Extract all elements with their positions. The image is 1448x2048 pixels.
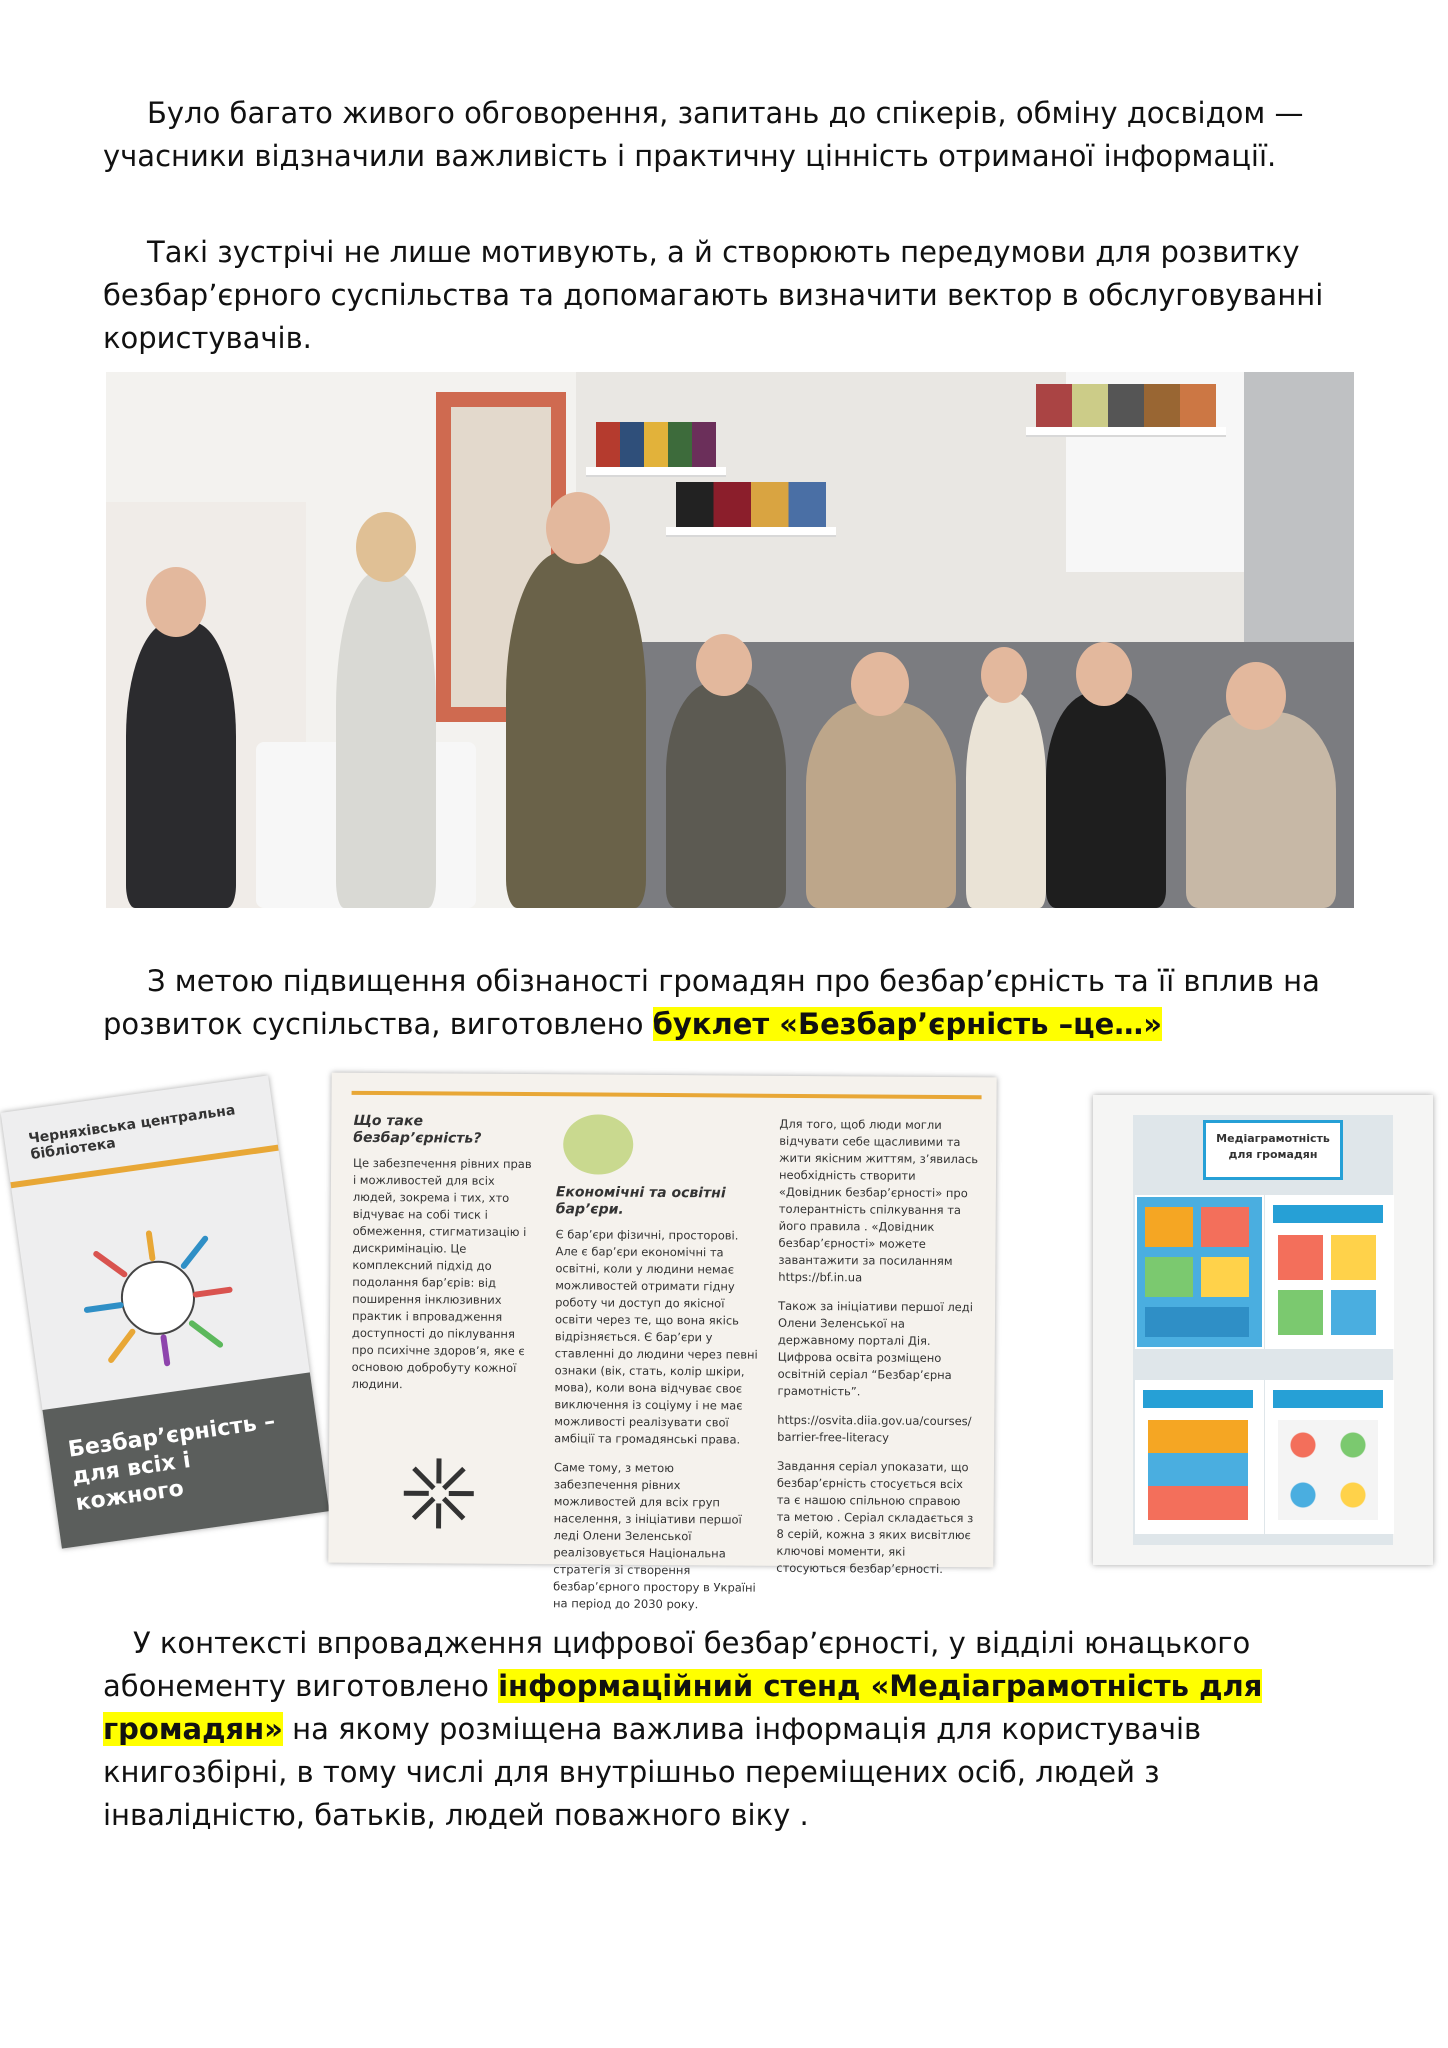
- photo-person: [1046, 692, 1166, 908]
- photo-person-head: [1076, 642, 1132, 706]
- booklet-column-1-title: Що таке безбар’єрність?: [353, 1112, 482, 1147]
- booklet-library-name: Черняхівська центральна бібліотека: [27, 1102, 237, 1164]
- booklet-illustration: [69, 1217, 247, 1378]
- photo-person: [336, 572, 436, 908]
- photo-shelf: [1026, 427, 1226, 435]
- booklet-column-2-text: Є бар’єри фізичні, просторові. Але є бар’єри економічні та освітні, коли у людини немає можливостей отримати гідну роботу чи доступ до якісної освіти через те, що вона якісь відрізняється. Є бар’єри у ставленні до людини через певні ознаки (вік, стать, колір шкіри, мова), коли вона відчуває своє виключення із соціуму і не має можливості реалізувати свої амбіції та громадянські права.: [554, 1227, 758, 1447]
- booklet-column-3-link: https://osvita.diia.gov.ua/courses/barrier-free-literacy: [777, 1412, 972, 1445]
- booklet-column-2-text-2: Саме тому, з метою забезпечення рівних можливостей для всіх груп населення, з ініціативи першої леді Олени Зеленської реалізовується Національна стратегія зі створення безбар’єрного простору в Україні на період до 2030 року.: [552, 1460, 756, 1612]
- booklet-inner-bar: [352, 1091, 982, 1099]
- booklet-inner-logo: [563, 1114, 633, 1174]
- info-stand-tile: [1278, 1290, 1323, 1335]
- info-stand-tile: [1331, 1290, 1376, 1335]
- photo-books: [676, 482, 826, 527]
- booklet-column-2-title: Економічні та освітні бар’єри.: [555, 1184, 726, 1218]
- info-stand-tile: [1331, 1235, 1376, 1280]
- info-stand-tile: [1148, 1420, 1248, 1520]
- booklet-inner-photo: [328, 1073, 996, 1612]
- booklet-logo-mark: [399, 1453, 480, 1534]
- booklet-column-3: [776, 1116, 979, 1578]
- photo-person-head: [1226, 662, 1286, 730]
- info-stand-tile: [1145, 1257, 1193, 1297]
- info-stand-tile: [1201, 1207, 1249, 1247]
- booklet-column-3-text-3: Завдання серіал упоказати, що безбар’єрність стосується всіх та є нашою спільною справою та метою . Серіал складається з 8 серій, кожна з яких висвітлює ключові моменти, які стосуються безбар’єрності.: [776, 1458, 974, 1576]
- photo-person-head: [146, 567, 206, 637]
- info-stand-tile: [1145, 1207, 1193, 1247]
- photo-person-head: [981, 647, 1027, 703]
- photo-person-head: [546, 492, 610, 564]
- booklet-column-1-text: Це забезпечення рівних прав і можливостей для всіх людей, зокрема і тих, хто відчуває на собі тиск і обмеження, стигматизацію і дискримінацію. Це комплексний підхід до подолання бар’єрів: від поширення інклюзивних практик і впровадження доступності до піклування про психічне здоров’я, яке є основою добробуту кожної людини.: [351, 1155, 532, 1392]
- paragraph-info-stand-text-2: на якому розміщена важлива інформація для користувачів книгозбірні, в тому числі для внутрішньо переміщених осіб, людей з інвалідністю, батьків, людей поважного віку .: [103, 1712, 1202, 1832]
- info-stand-tile: [1273, 1390, 1383, 1408]
- booklet-title-highlight: буклет «Безбар’єрність –це…»: [652, 1007, 1163, 1041]
- photo-person-head: [851, 652, 909, 716]
- paragraph-booklet: [103, 960, 1363, 1046]
- photo-person-head: [696, 634, 752, 696]
- paragraph-booklet-text: З метою підвищення обізнаності громадян про безбар’єрність та її вплив на розвиток суспільства, виготовлено: [103, 964, 1320, 1041]
- paragraph-info-stand-text: У контексті впровадження цифрової безбар’єрності, у відділі юнацького абонементу виготовлено: [103, 1626, 1251, 1703]
- paragraph-motivation: [103, 231, 1363, 360]
- paragraph-info-stand: [103, 1622, 1363, 1837]
- photo-person: [1186, 712, 1336, 908]
- booklet-cover-photo: [1, 1075, 330, 1548]
- booklet-slogan: Безбар’єрність – для всіх і кожного: [66, 1408, 277, 1517]
- info-stand-tile: [1145, 1307, 1249, 1337]
- booklet-column-1: [351, 1113, 538, 1394]
- photo-person: [126, 622, 236, 908]
- photo-person: [666, 682, 786, 908]
- info-stand-photo: [1093, 1095, 1433, 1565]
- photo-person: [966, 692, 1046, 908]
- photo-books: [1036, 384, 1216, 427]
- photo-person: [506, 552, 646, 908]
- info-stand-title-highlight: інформаційний стенд «Медіаграмотність для громадян»: [103, 1669, 1263, 1746]
- photo-shelf: [666, 527, 836, 535]
- info-stand-tile: [1201, 1257, 1249, 1297]
- photo-person-head: [356, 512, 416, 582]
- booklet-column-2: [553, 1184, 761, 1613]
- paragraph-discussion: [103, 92, 1363, 178]
- meeting-photo: [106, 372, 1354, 908]
- booklet-column-3-text-2: Також за ініціативи першої леді Олени Зеленської на державному порталі Дія. Цифрова освіта розміщено освітній серіал “Безбар’єрна грамотність”.: [777, 1298, 973, 1399]
- photo-shelf: [586, 467, 726, 475]
- info-stand-title: Медіаграмотність для громадян: [1203, 1120, 1343, 1180]
- photo-books: [596, 422, 716, 467]
- info-stand-tile: [1278, 1235, 1323, 1280]
- paragraph-discussion-text: Було багато живого обговорення, запитань до спікерів, обміну досвідом — учасники відзначили важливість і практичну цінність отриманої інформації.: [103, 96, 1304, 173]
- paragraph-motivation-text: Такі зустрічі не лише мотивують, а й створюють передумови для розвитку безбар’єрного суспільства та допомагають визначити вектор в обслуговуванні користувачів.: [103, 235, 1324, 355]
- info-stand-tile: [1273, 1205, 1383, 1223]
- info-stand-tile: [1143, 1390, 1253, 1408]
- info-stand-tile: [1278, 1420, 1378, 1520]
- photo-person: [806, 702, 956, 908]
- booklet-column-3-text: Для того, щоб люди могли відчувати себе щасливими та жити якісним життям, з’явилась необхідність створити «Довідник безбар’єрності» про толерантність спілкування та його правила . «Довідник безбар’єрності» можете завантажити за посиланням https://bf.in.ua: [778, 1116, 979, 1285]
